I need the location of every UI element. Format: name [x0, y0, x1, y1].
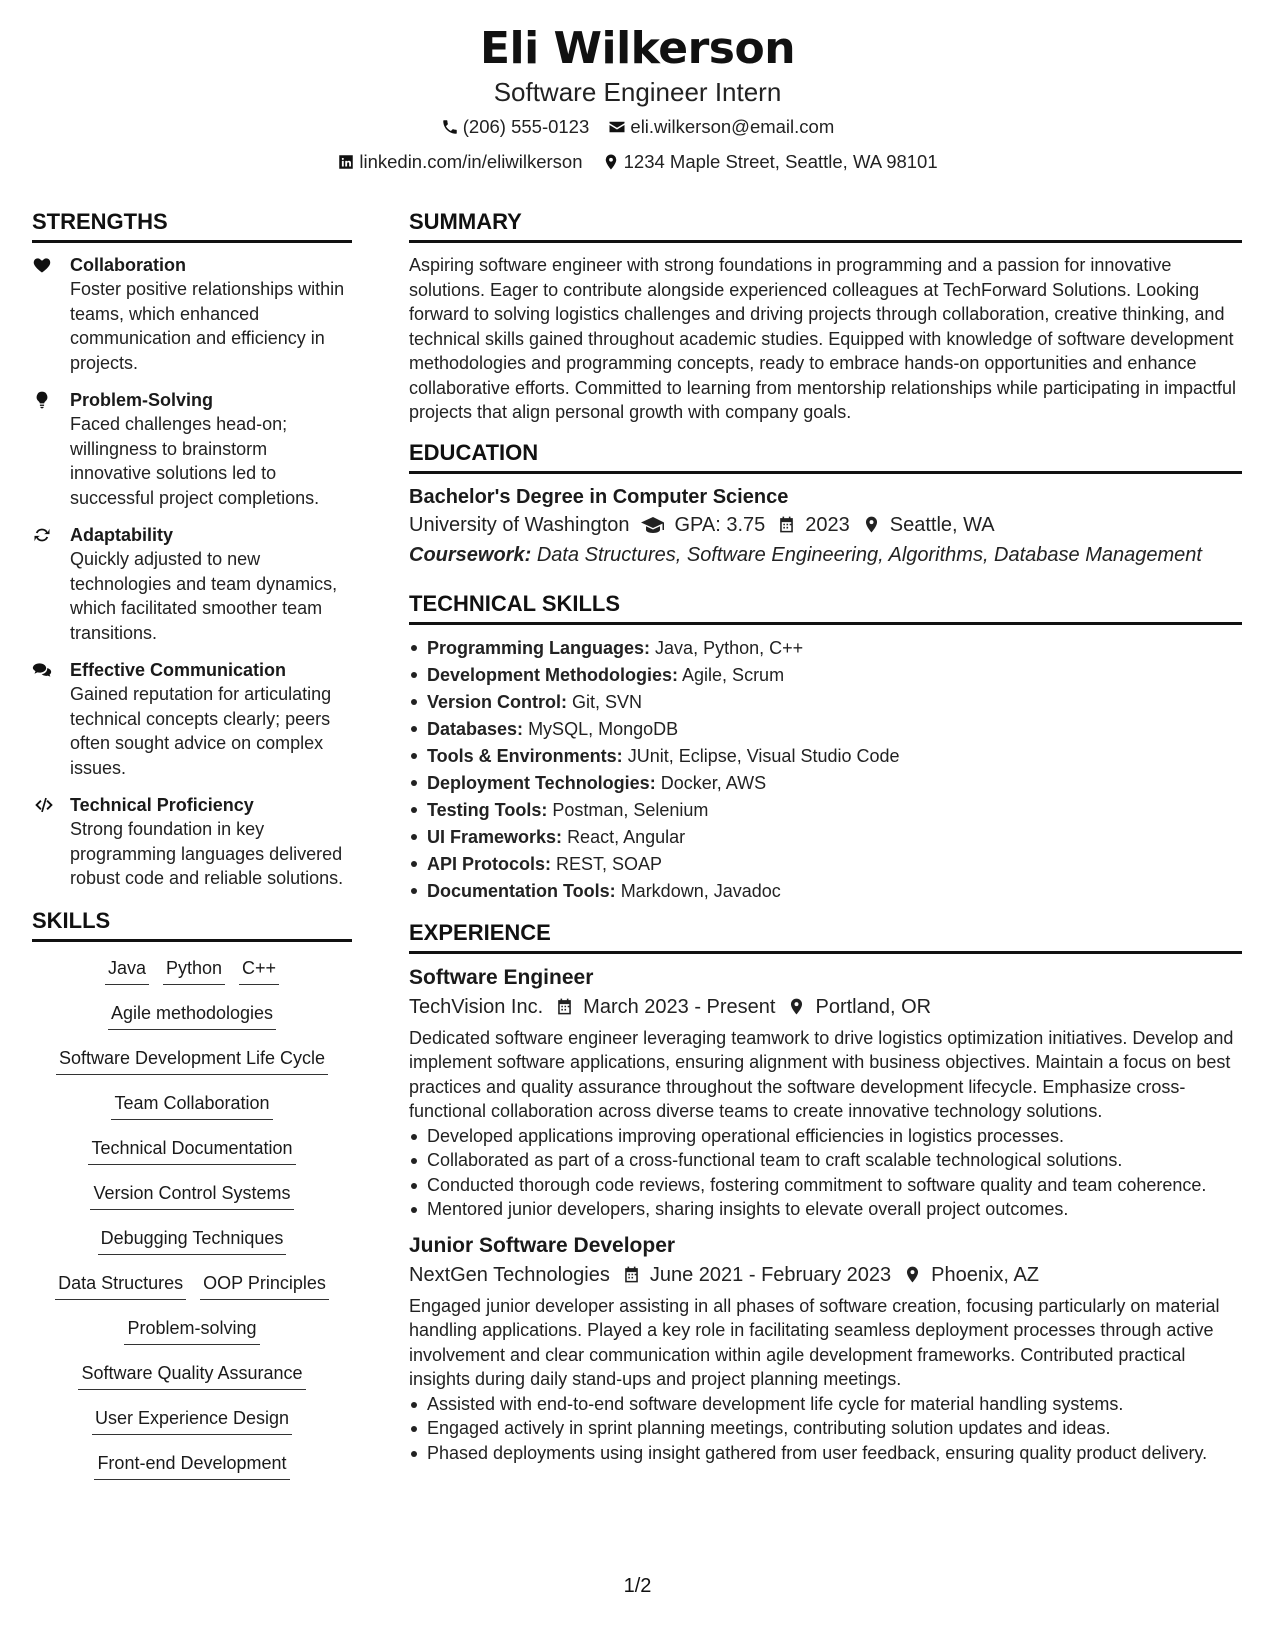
lightbulb-icon	[32, 390, 52, 410]
skill-tag: Software Development Life Cycle	[56, 1046, 328, 1075]
technical-skill-item	[409, 824, 1242, 851]
skill-tag: Technical Documentation	[88, 1136, 295, 1165]
technical-skill-label: Development Methodologies:	[427, 664, 679, 685]
job-entry	[409, 964, 1242, 1222]
job-bullet: Engaged actively in sprint planning meetings, contributing solution updates and ideas.	[409, 1416, 1242, 1441]
job-meta	[409, 1260, 1242, 1290]
company-name: NextGen Technologies	[409, 1263, 610, 1286]
skills-row	[32, 1091, 352, 1136]
skills-row	[32, 1136, 352, 1181]
technical-skill-label: Deployment Technologies:	[427, 772, 656, 793]
skill-tag: Software Quality Assurance	[78, 1361, 305, 1390]
skill-tag: Data Structures	[55, 1271, 186, 1300]
technical-skills-heading: TECHNICAL SKILLS	[409, 590, 1242, 625]
skill-tag: Debugging Techniques	[98, 1226, 287, 1255]
job-bullets	[409, 1124, 1242, 1222]
email-text: eli.wilkerson@email.com	[630, 116, 835, 137]
technical-skill-value: Agile, Scrum	[682, 664, 785, 685]
address-text: 1234 Maple Street, Seattle, WA 98101	[623, 151, 938, 172]
strength-item	[32, 658, 352, 780]
technical-skill-value: JUnit, Eclipse, Visual Studio Code	[627, 745, 900, 766]
strengths-heading: STRENGTHS	[32, 208, 352, 243]
technical-skills-list	[409, 635, 1242, 905]
map-pin-icon	[787, 997, 806, 1016]
technical-skill-label: Documentation Tools:	[427, 880, 616, 901]
strength-item	[32, 388, 352, 510]
technical-skill-item	[409, 635, 1242, 662]
technical-skill-item	[409, 770, 1242, 797]
job-bullet: Mentored junior developers, sharing insights to elevate overall project outcomes.	[409, 1197, 1242, 1222]
skills-row	[32, 1406, 352, 1451]
technical-skill-item	[409, 689, 1242, 716]
technical-skill-item	[409, 851, 1242, 878]
strength-desc: Quickly adjusted to new technologies and team dynamics, which facilitated smoother team transitions.	[70, 549, 338, 643]
contact-linkedin[interactable]	[337, 150, 582, 174]
job-description: Engaged junior developer assisting in all phases of software creation, focusing particularly on material handling applications. Played a key role in facilitating seamless deployment processes through active involvement and clear communication within agile development frameworks. Contributed practical insights during daily stand-ups and project planning meetings.	[409, 1295, 1220, 1389]
skill-tag: Version Control Systems	[90, 1181, 293, 1210]
skills-row	[32, 1361, 352, 1406]
technical-skill-item	[409, 878, 1242, 905]
skills-row	[32, 1451, 352, 1496]
calendar-icon	[777, 515, 796, 534]
skills-row	[32, 1226, 352, 1271]
page-number: 1/2	[623, 1575, 652, 1597]
skill-tag: Agile methodologies	[108, 1001, 276, 1030]
school-name: University of Washington	[409, 513, 630, 536]
job-title: Junior Software Developer	[409, 1233, 676, 1257]
job-bullet: Phased deployments using insight gathered from user feedback, ensuring quality product delivery.	[409, 1441, 1242, 1466]
skills-row	[32, 956, 352, 1001]
skill-tag: Java	[105, 956, 149, 985]
technical-skill-item	[409, 716, 1242, 743]
skills-tags	[32, 952, 352, 1496]
comments-icon	[32, 660, 52, 680]
education-meta	[409, 510, 1242, 540]
strength-desc: Faced challenges head-on; willingness to brainstorm innovative solutions led to successful project completions.	[70, 414, 320, 508]
heart-icon	[32, 255, 52, 275]
skills-row	[32, 1046, 352, 1091]
map-pin-icon	[903, 1265, 922, 1284]
strength-item	[32, 523, 352, 645]
skill-tag: Team Collaboration	[111, 1091, 272, 1120]
skill-tag: Front-end Development	[94, 1451, 289, 1480]
summary-heading: SUMMARY	[409, 208, 1242, 243]
envelope-icon	[608, 118, 626, 136]
job-dates: June 2021 - February 2023	[622, 1260, 891, 1290]
job-location: Portland, OR	[787, 992, 931, 1022]
candidate-name: Eli Wilkerson	[479, 23, 796, 74]
calendar-icon	[622, 1265, 641, 1284]
map-pin-icon	[602, 153, 620, 171]
technical-skill-item	[409, 797, 1242, 824]
refresh-icon	[32, 525, 52, 545]
skill-tag: C++	[239, 956, 279, 985]
degree-title: Bachelor's Degree in Computer Science	[409, 485, 789, 508]
strength-desc: Strong foundation in key programming languages delivered robust code and reliable solutions.	[70, 819, 344, 888]
technical-skill-value: Docker, AWS	[660, 772, 767, 793]
left-column	[32, 208, 352, 1496]
year-item: 2023	[777, 510, 850, 540]
technical-skill-label: Programming Languages:	[427, 637, 651, 658]
technical-skill-value: Java, Python, C++	[655, 637, 804, 658]
strength-title: Technical Proficiency	[70, 795, 254, 815]
skills-heading: SKILLS	[32, 907, 352, 942]
contact-phone[interactable]	[441, 115, 590, 139]
technical-skill-value: React, Angular	[567, 826, 686, 847]
strength-desc: Gained reputation for articulating technical concepts clearly; peers often sought advice on complex issues.	[70, 684, 332, 778]
linkedin-icon	[337, 153, 355, 171]
job-bullet: Conducted thorough code reviews, fostering commitment to software quality and team coherence.	[409, 1173, 1242, 1198]
skill-tag: Python	[163, 956, 225, 985]
technical-skill-label: API Protocols:	[427, 853, 552, 874]
contact-row-1	[0, 115, 1275, 142]
location-item: Seattle, WA	[862, 510, 995, 540]
job-meta	[409, 992, 1242, 1022]
skill-tag: Problem-solving	[124, 1316, 259, 1345]
technical-skill-value: Git, SVN	[572, 691, 643, 712]
experience-list	[409, 964, 1242, 1466]
technical-skill-item	[409, 743, 1242, 770]
strength-title: Problem-Solving	[70, 390, 214, 410]
job-bullet: Developed applications improving operational efficiencies in logistics processes.	[409, 1124, 1242, 1149]
phone-text: (206) 555-0123	[462, 116, 590, 137]
contact-email[interactable]	[608, 115, 834, 139]
candidate-role: Software Engineer Intern	[493, 77, 782, 107]
map-pin-icon	[862, 515, 881, 534]
resume-header	[0, 22, 1275, 177]
experience-heading: EXPERIENCE	[409, 919, 1242, 954]
skill-tag: OOP Principles	[200, 1271, 329, 1300]
calendar-icon	[555, 997, 574, 1016]
right-column	[409, 208, 1242, 1465]
graduation-cap-icon	[641, 513, 665, 537]
contact-address	[602, 150, 938, 174]
job-description: Dedicated software engineer leveraging teamwork to drive logistics optimization initiatives. Develop and implement software applications, ensuring alignment with business objectives. Maintain a focus on best practices and quality assurance throughout the software development lifecycle. Emphasize cross-functional collaboration across diverse teams to create innovative technology solutions.	[409, 1027, 1234, 1121]
job-bullets	[409, 1392, 1242, 1466]
job-dates: March 2023 - Present	[555, 992, 775, 1022]
skills-row	[32, 1181, 352, 1226]
technical-skill-value: Postman, Selenium	[552, 799, 709, 820]
skills-row	[32, 1271, 352, 1316]
technical-skill-label: Version Control:	[427, 691, 568, 712]
strength-item	[32, 793, 352, 891]
technical-skill-label: Testing Tools:	[427, 799, 548, 820]
technical-skill-value: Markdown, Javadoc	[620, 880, 781, 901]
strength-title: Adaptability	[70, 525, 174, 545]
education-heading: EDUCATION	[409, 439, 1242, 474]
technical-skill-value: MySQL, MongoDB	[528, 718, 679, 739]
phone-icon	[441, 118, 459, 136]
strength-item	[32, 253, 352, 375]
technical-skill-value: REST, SOAP	[556, 853, 663, 874]
code-icon	[32, 795, 56, 815]
summary-text: Aspiring software engineer with strong foundations in programming and a passion for innovative solutions. Eager to contribute alongside experienced colleagues at TechForward Solutions. Looking forward to solving logistics challenges and driving projects through collaboration, creative thinking, and technical skills gained throughout academic studies. Equipped with knowledge of software development methodologies and programming concepts, ready to embrace hands-on opportunities and enhance collaborative efforts. Committed to learning from mentorship relationships while participating in impactful projects that align personal growth with company goals.	[409, 255, 1237, 422]
technical-skill-label: Databases:	[427, 718, 524, 739]
strength-title: Effective Communication	[70, 660, 287, 680]
linkedin-text: linkedin.com/in/eliwilkerson	[359, 151, 583, 172]
coursework	[409, 540, 1242, 570]
company-name: TechVision Inc.	[409, 995, 544, 1018]
skill-tag: User Experience Design	[92, 1406, 292, 1435]
technical-skill-item	[409, 662, 1242, 689]
job-title: Software Engineer	[409, 965, 594, 989]
strength-title: Collaboration	[70, 255, 186, 275]
technical-skill-label: UI Frameworks:	[427, 826, 563, 847]
contact-row-2	[0, 150, 1275, 177]
skills-row	[32, 1316, 352, 1361]
job-location: Phoenix, AZ	[903, 1260, 1039, 1290]
strength-desc: Foster positive relationships within teams, which enhanced communication and efficiency in projects.	[70, 279, 345, 373]
job-entry	[409, 1232, 1242, 1466]
coursework-list: Data Structures, Software Engineering, Algorithms, Database Management	[536, 543, 1202, 566]
coursework-label: Coursework:	[409, 543, 532, 566]
gpa-item: GPA: 3.75	[641, 510, 765, 540]
technical-skill-label: Tools & Environments:	[427, 745, 623, 766]
skills-row	[32, 1001, 352, 1046]
job-bullet: Collaborated as part of a cross-functional team to craft scalable technological solutions.	[409, 1148, 1242, 1173]
job-bullet: Assisted with end-to-end software development life cycle for material handling systems.	[409, 1392, 1242, 1417]
